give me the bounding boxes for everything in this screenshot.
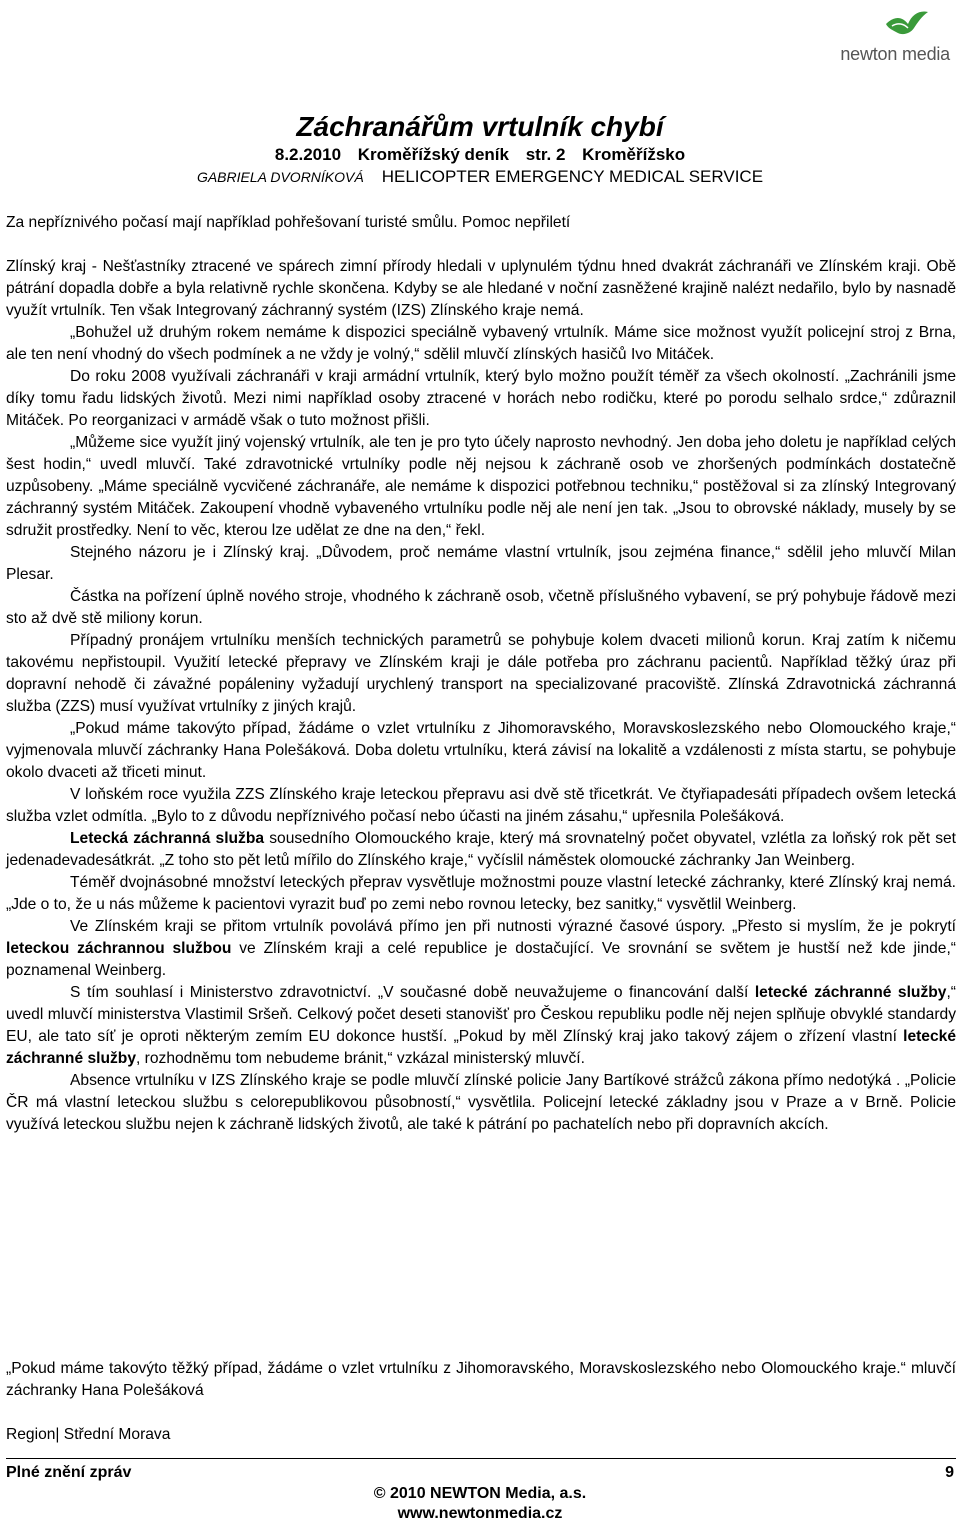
bold-term: letecké záchranné služby — [754, 984, 947, 1001]
paragraph — [6, 916, 956, 982]
bold-term: Letecká záchranná služba — [70, 830, 265, 847]
newton-media-logo — [840, 6, 950, 66]
article-lead: Za nepříznivého počasí mají například pohřešovaní turisté smůlu. Pomoc nepřiletí — [6, 214, 571, 231]
paragraph-text: Ve Zlínském kraji se přitom vrtulník povolává přímo jen při nutnosti výrazné časové úspory. „Přesto si myslím, že je pokrytí — [70, 918, 956, 935]
paragraph: Téměř dvojnásobné množství leteckých přeprav vysvětluje možnostmi pouze vlastní letecké záchranky, které Zlínský kraj nemá. „Jde o to, že u nás můžeme k pacientovi vyrazit buď po zemi nebo rovnou letecky, bez sanitky,“ vysvětlil Weinberg. — [6, 874, 956, 913]
article-topic: HELICOPTER EMERGENCY MEDICAL SERVICE — [381, 167, 764, 186]
paragraph: V loňském roce využila ZZS Zlínského kraje leteckou přepravu asi dvě stě třicetkrát. Ve čtyřiapadesáti případech ovšem letecká služba vzlet odmítla. „Bylo to z důvodu nepříznivého počasí nebo účasti na jiném zásahu,“ upřesnila Polešáková. — [6, 786, 956, 825]
article-page: str. 2 — [525, 145, 566, 164]
paragraph-text: ,“ uvedl mluvčí ministerstva Vlastimil Sršeň. Celkový počet deseti stanovišť pro Českou republiku podle něj nejen splňuje obvyklé standardy EU, ale tato síť je oproti některým zemím EU dokonce hustší. „Pokud by měl Zlínský kraj jako takový zájem o zřízení vlastní — [6, 984, 956, 1045]
paragraph: „Pokud máme takovýto případ, žádáme o vzlet vrtulníku z Jihomoravského, Moravskoslezského nebo Olomouckého kraje,“ vyjmenovala mluvčí záchranky Hana Polešáková. Doba doletu vrtulníku, která závisí na lokalitě a vzdálenosti z místa startu, se pohybuje okolo dvaceti až třiceti minut. — [6, 720, 956, 781]
article-meta — [0, 144, 960, 166]
author-line — [0, 166, 960, 188]
article-title: Záchranářům vrtulník chybí — [296, 111, 664, 142]
paragraph-text: ve Zlínském kraji a celé republice je dostačující. Ve srovnání se světem je hustší než kde jinde,“ poznamenal Weinberg. — [6, 940, 956, 979]
region-label: Region| Střední Morava — [6, 1426, 171, 1443]
article-source: Kroměřížský deník — [357, 145, 509, 164]
paragraph: Zlínský kraj - Nešťastníky ztracené ve spárech zimní přírody hledali v uplynulém týdnu hned dvakrát záchranáři ve Zlínském kraji. Obě pátrání dopadla dobře a byla relativně rychle skončena. Kdyby se ale hledané v noční zasněžené krajině nalézt nedařilo, bylo by nasnadě využít vrtulník. Ten však Integrovaný záchranný systém (IZS) Zlínského kraje nemá. — [6, 258, 956, 319]
logo-text: newton media — [840, 44, 950, 64]
paragraph: Částka na pořízení úplně nového stroje, vhodného k záchraně osob, včetně příslušného vybavení, se prý pohybuje řádově mezi sto až dvě stě miliony korun. — [6, 588, 956, 627]
page-number: 9 — [945, 1464, 954, 1481]
footer-credits — [0, 1484, 960, 1524]
paragraph — [6, 982, 956, 1070]
paragraph: „Bohužel už druhým rokem nemáme k dispozici speciálně vybavený vrtulník. Máme sice možnost využít policejní stroj z Brna, ale ten není vhodný do všech podmínek a ne vždy je volný,“ sdělil mluvčí zlínských hasičů Ivo Mitáček. — [6, 324, 956, 363]
pull-quote: „Pokud máme takovýto těžký případ, žádáme o vzlet vrtulníku z Jihomoravského, Moravskoslezského nebo Olomouckého kraje.“ mluvčí záchranky Hana Polešáková — [6, 1360, 956, 1399]
footer-divider — [6, 1458, 956, 1459]
article-section: Kroměřížsko — [582, 145, 686, 164]
paragraph-text: S tím souhlasí i Ministerstvo zdravotnictví. „V současné době neuvažujeme o financování další — [70, 984, 755, 1001]
bold-term: leteckou záchrannou službou — [6, 940, 232, 957]
paragraph: „Můžeme sice využít jiný vojenský vrtulník, ale ten je pro tyto účely naprosto nevhodný. Jen doba jeho doletu je například celých šest hodin,“ uvedl mluvčí. Také zdravotnické vrtulníky podle něj nejsou k záchraně osob ve zhoršených podmínkách dostatečně uzpůsobeny. „Máme speciálně vycvičené záchranáře, ale nemáme k dispozici potřebnou techniku,“ postěžoval si za zlínský Integrovaný záchranný systém Mitáček. Zakoupení vhodně vybaveného vrtulníku podle něj ale není jen tak. „Jsou to obrovské náklady, musely by se sdružit prostředky. Není to věc, kterou lze udělat ze dne na den,“ řekl. — [6, 434, 956, 539]
paragraph: Do roku 2008 využívali záchranáři v kraji armádní vrtulník, který bylo možno použít téměř za všech okolností. „Zachránili jsme díky tomu řadu lidských životů. Mezi nimi například osoby ztracené v horách nebo rodičku, které po porodu selhalo srdce,“ zdůraznil Mitáček. Po reorganizaci v armádě však o tuto možnost přišli. — [6, 368, 956, 429]
paragraph: Stejného názoru je i Zlínský kraj. „Důvodem, proč nemáme vlastní vrtulník, jsou zejména finance,“ sdělil jeho mluvčí Milan Plesar. — [6, 544, 956, 583]
article-author: GABRIELA DVORNÍKOVÁ — [196, 169, 364, 185]
bold-term: letecké záchranné služby — [6, 1028, 956, 1067]
footer-copyright: © 2010 NEWTON Media, a.s. — [373, 1485, 587, 1502]
article-body — [6, 212, 956, 1136]
paragraph-text: , rozhodněmu tom nebudeme bránit,“ vzkázal ministerský mluvčí. — [136, 1050, 585, 1067]
paragraph: Případný pronájem vrtulníku menších technických parametrů se pohybuje kolem dvaceti milionů korun. Kraj zatím k ničemu takovému nepřistoupil. Využití letecké přepravy ve Zlínském kraji je dále potřeba pro záchranu pacientů. Například těžký úraz při dopravní nehodě či závažné popáleniny vyžadují urychlený transport na specializované pracoviště. Zlínská Zdravotnická záchranná služba (ZZS) musí využívat vrtulníky z jiných krajů. — [6, 632, 956, 715]
paragraph-text: sousedního Olomouckého kraje, který má srovnatelný počet obyvatel, vzlétla za loňský rok pět set jedenadevadesátkrát. „Z toho sto pět letů mířilo do Zlínského kraje,“ vyčíslil náměstek olomoucké záchranky Jan Weinberg. — [6, 830, 957, 869]
paragraph — [6, 828, 956, 872]
paragraph: Absence vrtulníku v IZS Zlínského kraje se podle mluvčí zlínské policie Jany Bartíkové strážců zákona přímo nedotýká . „Policie ČR má vlastní leteckou službu s celorepublikovou působností,“ vysvětlila. Policejní letecké základny jsou v Praze a v Brně. Policie využívá leteckou službu nejen k záchraně lidských životů, ale také k pátrání po pachatelích nebo při dopravních akcích. — [6, 1072, 956, 1133]
footer-url: www.newtonmedia.cz — [397, 1505, 563, 1522]
bird-logo-icon — [880, 6, 930, 44]
article-date: 8.2.2010 — [274, 145, 342, 164]
article-header — [0, 110, 960, 188]
footer-title: Plné znění zpráv — [6, 1464, 132, 1481]
